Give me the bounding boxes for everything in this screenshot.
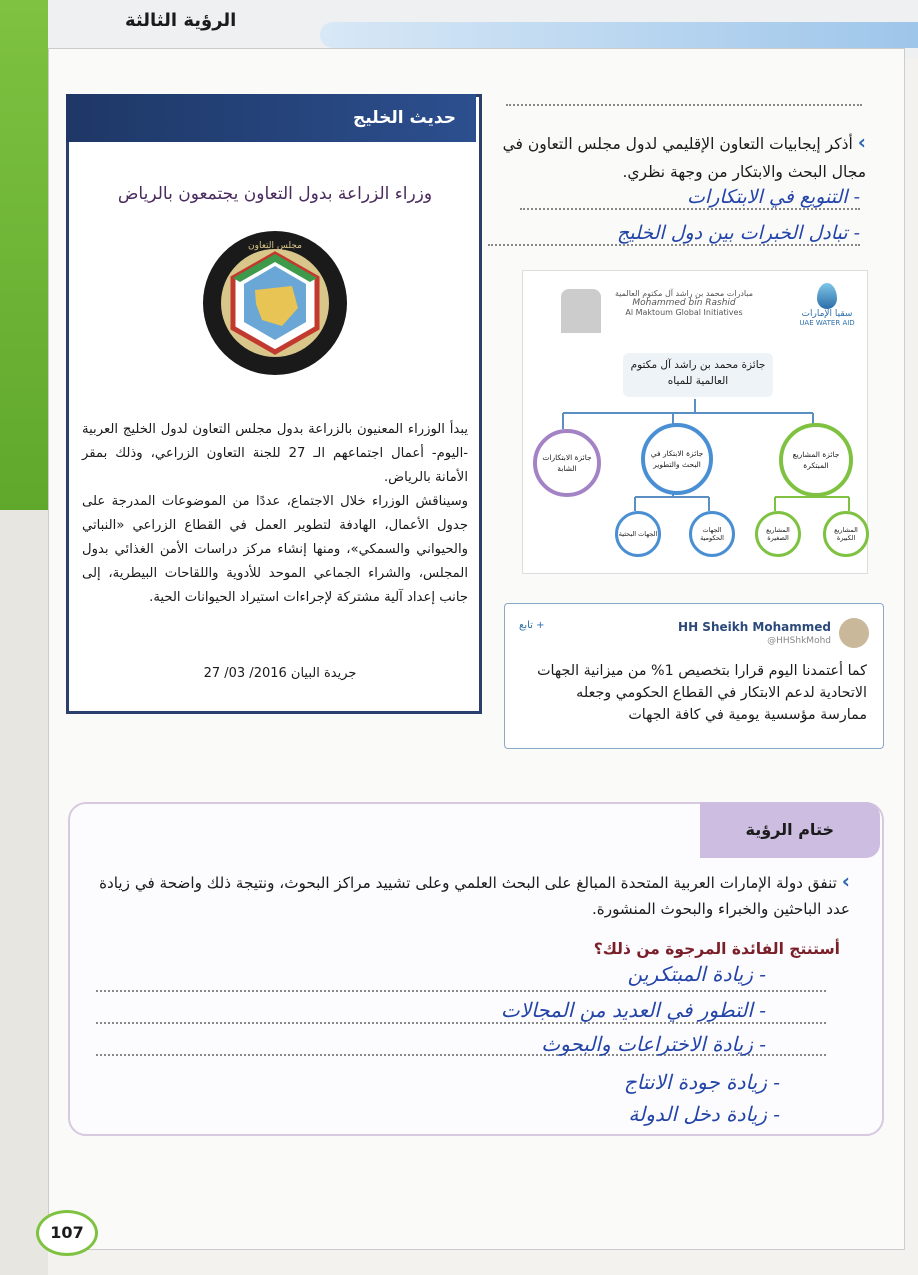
logo-label: سقيا الإمارات	[801, 309, 853, 319]
news-tab-label: حديث الخليج	[353, 108, 456, 128]
infographic-node: المشاريع الكبيرة	[823, 511, 869, 557]
infographic-node: المشاريع الصغيرة	[755, 511, 801, 557]
follow-button[interactable]	[519, 620, 545, 631]
closing-paragraph: تنفق دولة الإمارات العربية المتحدة المبالغ على البحث العلمي وعلى تشييد مراكز البحوث، ونتيجة ذلك واضحة في زيادة عدد الباحثين والخبراء والبحوث المنشورة.	[99, 874, 850, 918]
answer-line	[96, 990, 826, 992]
svg-text:مجلس التعاون: مجلس التعاون	[248, 241, 302, 251]
closing-label: ختام الرؤية	[745, 820, 834, 839]
handwritten-answer[interactable]: - التنويع في الابتكارات	[520, 186, 860, 210]
gcc-emblem-icon	[200, 228, 350, 378]
question-1-prompt: أذكر إيجابيات التعاون الإقليمي لدول مجلس التعاون في مجال البحث والابتكار من وجهة نظري.	[502, 135, 866, 181]
news-body	[82, 418, 468, 610]
handwritten-answer[interactable]: - زيادة دخل الدولة	[628, 1102, 780, 1126]
infographic-node: الجهات البحثية	[615, 511, 661, 557]
question-1	[486, 128, 866, 186]
news-paragraph: يبدأ الوزراء المعنيون بالزراعة بدول مجلس التعاون لدول الخليج العربية -اليوم- أعمال اجتماعهم الـ 27 للجنة التعاون الزراعي، وذلك بمقر الأمانة بالرياض.	[82, 422, 468, 485]
avatar	[839, 618, 869, 648]
initiatives-label: Mohammed bin Rashid	[632, 298, 736, 308]
tweet-handle: @HHShkMohd	[767, 636, 831, 646]
tweet-author: HH Sheikh Mohammed	[678, 620, 831, 634]
chevron-left-icon: ›	[841, 869, 850, 893]
news-paragraph: وسيناقش الوزراء خلال الاجتماع، عددًا من الموضوعات المدرجة على جدول الأعمال، الهادفة لتطوير العمل في القطاع الزراعي «النباتي والحيواني والسمكي»، ومنها إنشاء مركز دراسات الأمن الغذائي بدول المجلس، والشراء الجماعي الموحد للأدوية واللقاحات البيطرية، إلى جانب إعداد آلية مشتركة لإجراءات استيراد الحيوانات الحية.	[82, 494, 468, 605]
follow-label: تابع	[519, 620, 533, 631]
page-title: الرؤية الثالثة	[125, 10, 237, 31]
tweet-card	[504, 603, 884, 749]
handwritten-answer[interactable]: - التطور في العديد من المجالات	[500, 998, 766, 1022]
initiatives-label: مبادرات محمد بن راشد آل مكتوم العالمية	[614, 289, 754, 298]
award-title: جائزة محمد بن راشد آل مكتوم العالمية للمياه	[623, 353, 773, 397]
news-tab	[66, 94, 476, 142]
infographic-node: الجهات الحكومية	[689, 511, 735, 557]
handwritten-answer[interactable]: - زيادة جودة الانتاج	[623, 1070, 780, 1094]
infographic-node: جائزة الابتكارات الشابة	[533, 429, 601, 497]
water-award-infographic	[522, 270, 868, 574]
closing-prompt: أستنتج الفائدة المرجوة من ذلك؟	[593, 940, 840, 958]
infographic-node: جائزة المشاريع المبتكرة	[779, 423, 853, 497]
infographic-node: جائزة الابتكار في البحث والتطوير	[641, 423, 713, 495]
logo-label: UAE WATER AID	[799, 319, 855, 327]
page-number: 107	[36, 1210, 98, 1256]
news-headline: وزراء الزراعة بدول التعاون يجتمعون بالرياض	[117, 184, 433, 204]
closing-text	[98, 868, 850, 922]
add-user-icon: +	[536, 620, 545, 631]
handwritten-answer[interactable]: - زيادة المبتكرين	[627, 962, 766, 986]
initiatives-label: Al Maktoum Global Initiatives	[625, 308, 743, 317]
decorative-green-strip	[0, 0, 48, 1275]
answer-line	[96, 1022, 826, 1024]
header-accent-band	[320, 22, 918, 48]
handwritten-answer[interactable]: - زيادة الاختراعات والبحوث	[541, 1032, 766, 1056]
tweet-text: كما أعتمدنا اليوم قرارا بتخصيص 1% من ميزانية الجهات الاتحادية لدعم الابتكار في القطاع الحكومي وجعله ممارسة مؤسسية يومية في كافة الجهات	[537, 663, 867, 723]
handwritten-answer[interactable]: - تبادل الخبرات بين دول الخليج	[488, 222, 860, 246]
chevron-left-icon: ›	[857, 130, 866, 154]
news-source: جريدة البيان 2016/ 03/ 27	[203, 666, 357, 681]
answer-line	[506, 104, 862, 106]
